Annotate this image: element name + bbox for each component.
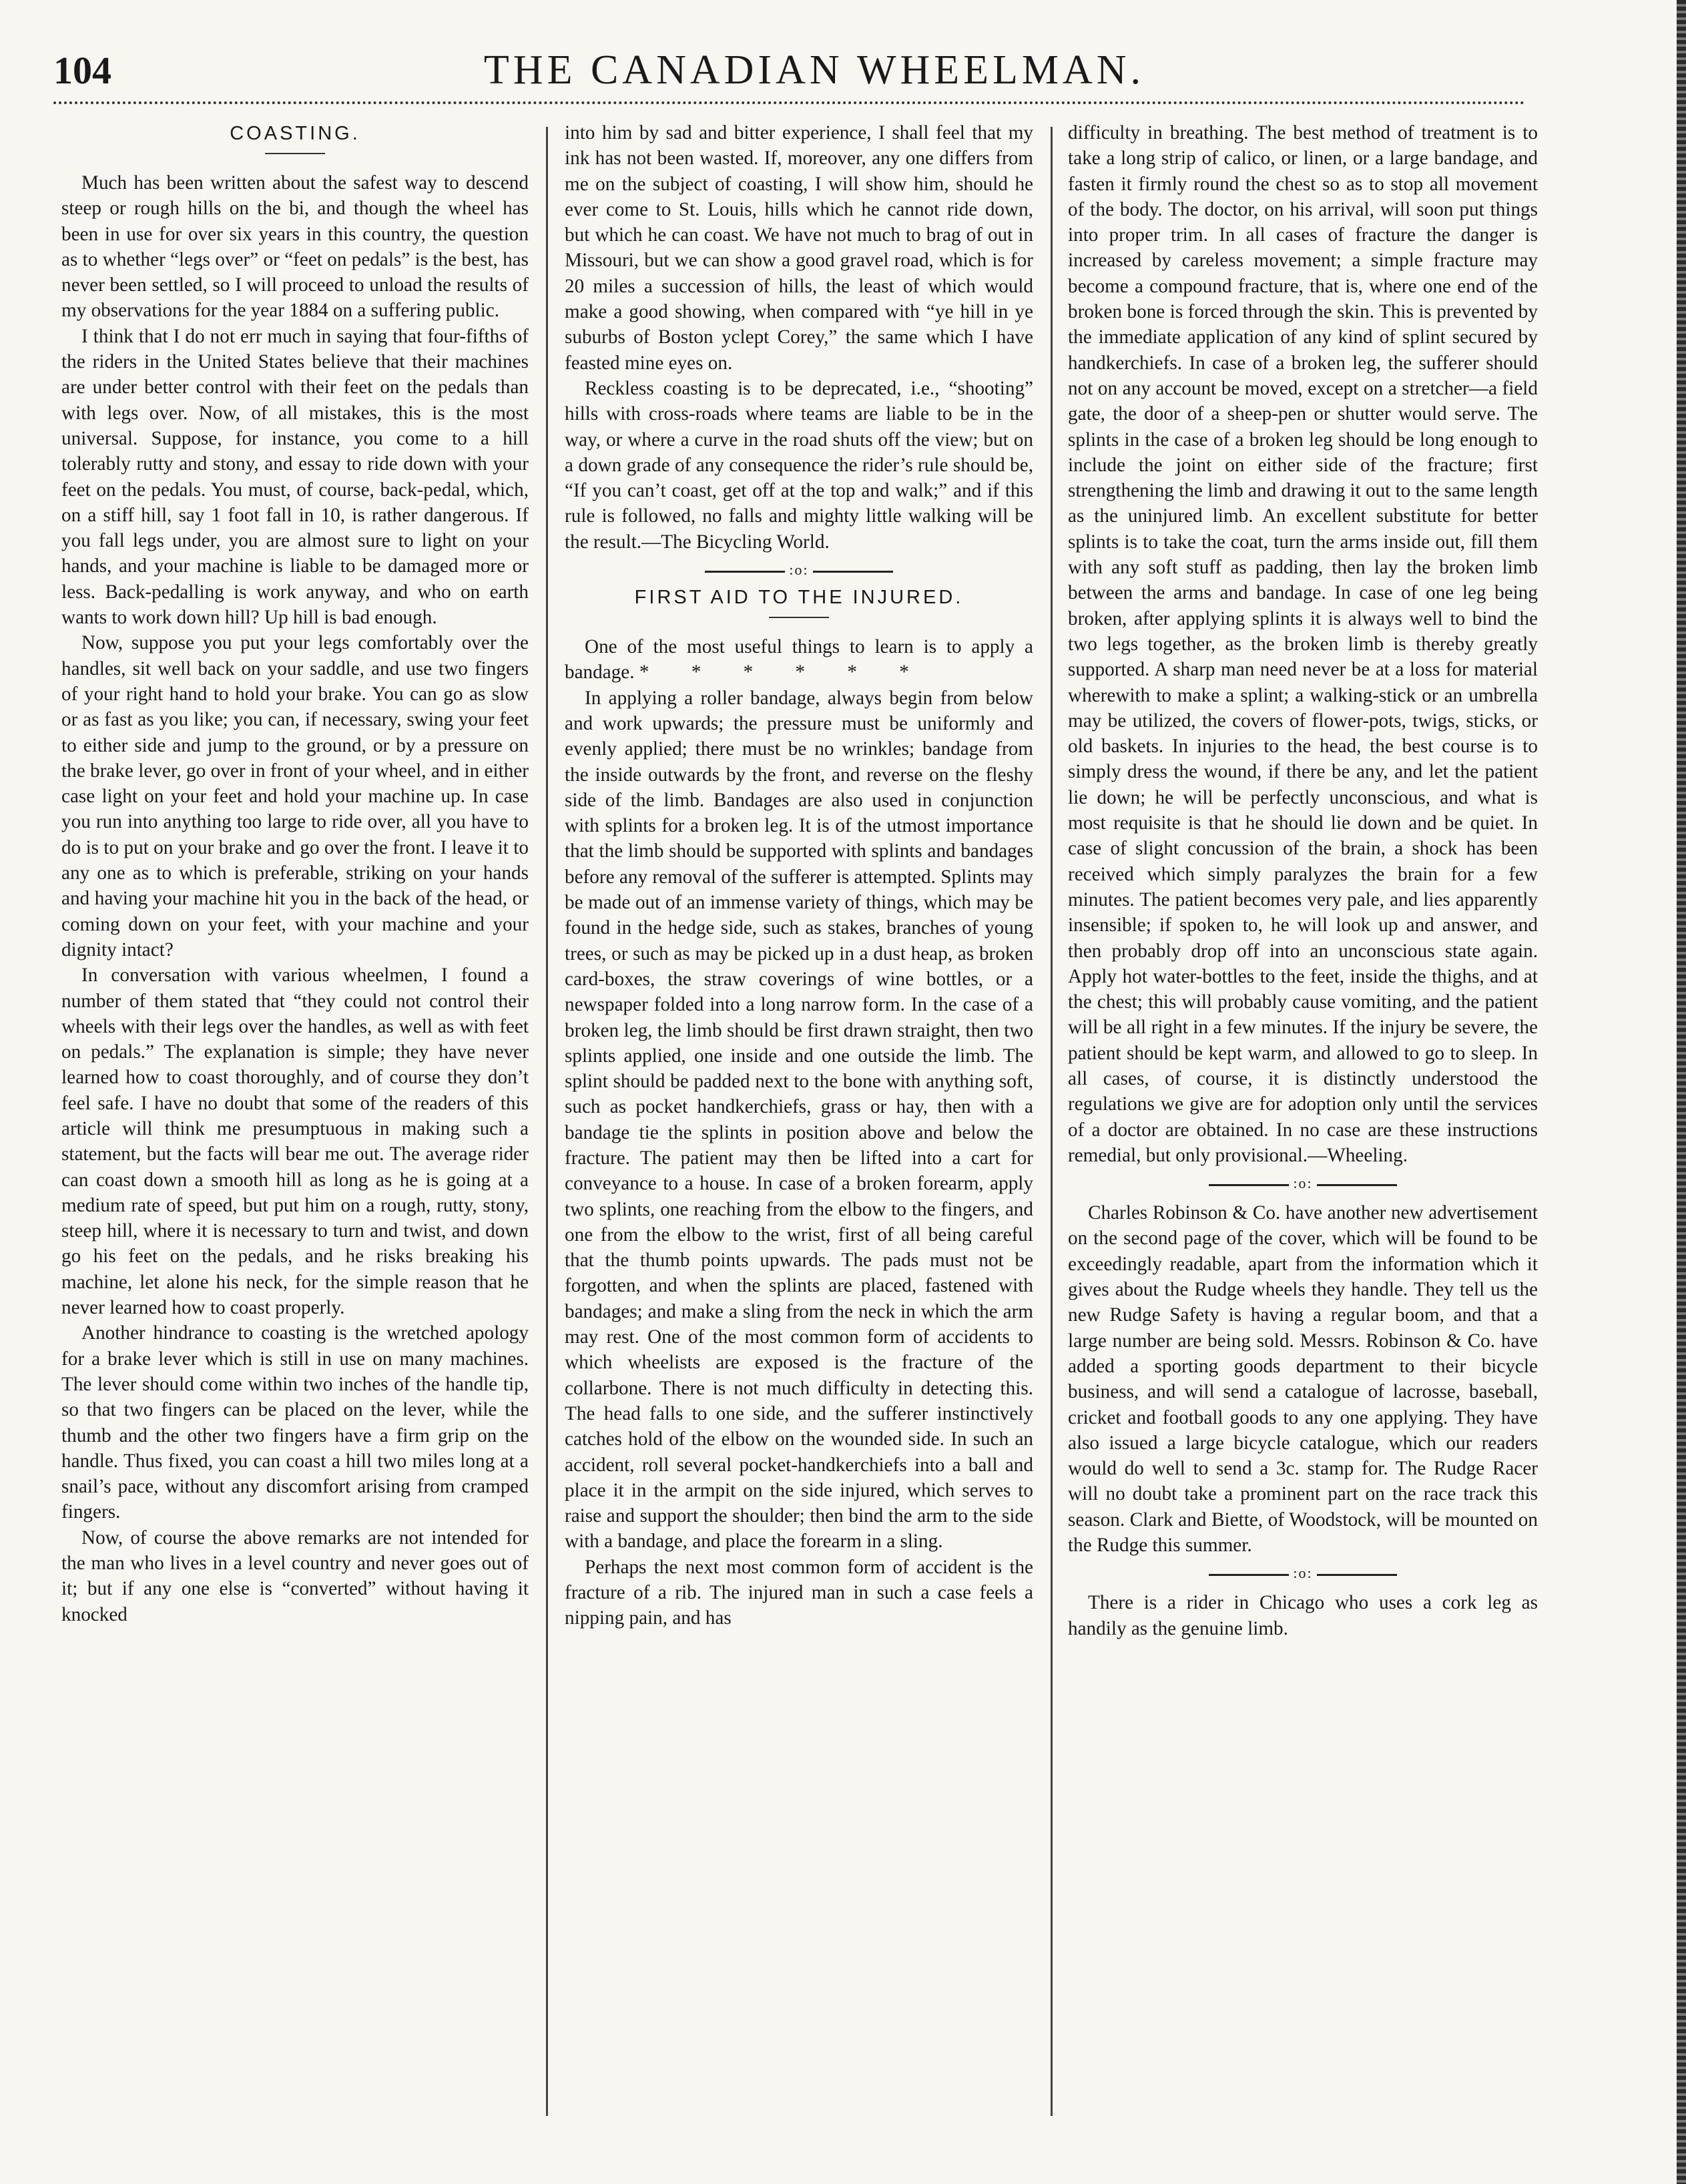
ellipsis-stars: * * * * * *: [639, 661, 928, 684]
first-aid-continuation: difficulty in breathing. The best method of treatment is to take a long strip of calico, or linen, or a large bandage, and fasten it firmly round the chest so as to stop all movement of the body. The doctor, on his arrival, will soon put things into proper trim. In all cases of fracture the danger is increased by careless movement; a simple fracture may become a compound fracture, that is, where one end of the broken bone is forced through the skin. This is prevented by the immediate application of any kind of splint secured by handkerchiefs. In case of a broken leg, the sufferer should not on any account be moved, except on a stretcher—a field gate, the door of a sheep-pen or shutter would serve. The splints in the case of a broken leg should be long enough to include the joint on either side of the fracture; first strengthening the limb and drawing it out to the same length as the uninjured limb. An excellent substitute for better splints is to take the coat, turn the arms inside out, fill them with any soft stuff as padding, then lay the broken limb between the arms and bandage. In case of one leg being broken, after applying splints it is always well to bind the two legs together, as the broken limb is thereby greatly supported. A sharp man need never be at a loss for material wherewith to make a splint; a walking-stick or an umbrella may be utilized, the covers of flower-pots, twigs, sticks, or old baskets. In injuries to the head, the best course is to simply dress the wound, if there be any, and let the patient lie down; he will be perfectly unconscious, and what is most requisite is that he should lie down and be quiet. In case of slight concussion of the brain, a shock has been received which simply paralyzes the brain for a few minutes. The patient becomes very pale, and lies apparently insensible; if spoken to, he will look up and answer, and then probably drop off into an unconscious state again. Apply hot water-bottles to the feet, inside the thighs, and at the chest; this will probably cause vomiting, and the patient will be all right in a few minutes. If the injury be severe, the patient should be kept warm, and allowed to go to sleep. In all cases, of course, it is distinctly understood the regulations we give are for adoption only until the services of a doctor are obtained. In no case are these instructions remedial, but only provisional.—Wheeling.: [1068, 122, 1538, 1166]
column-divider: [546, 127, 548, 2116]
first-aid-heading: FIRST AID TO THE INJURED.: [565, 587, 1033, 618]
journal-title: THE CANADIAN WHEELMAN.: [483, 47, 1145, 93]
page-number: 104: [53, 49, 111, 92]
coasting-paragraph: Now, suppose you put your legs comfortably over the handles, sit well back on your saddle, and use two fingers of your right hand to hold your brake. You can go as slow or as fast as you like; you can, if necessary, swing your feet to either side and jump to the ground, or by a pressure on the brake lever, go over in front of your wheel, and in either case light on your feet and hold your machine up. In case you run into anything too large to ride over, all you have to do is to put on your brake and go over the front. I leave it to any one as to which is preferable, striking on your hands and having your machine hit you in the back of the head, or coming down on your feet, with your machine and your dignity intact?: [61, 632, 529, 961]
coasting-continuation: into him by sad and bitter experience, I shall feel that my ink has not been wasted. If, moreover, any one differs from me on the subject of coasting, I will show him, should he ever come to St. Louis, hills which he cannot ride down, but which he can coast. We have not much to brag of out in Missouri, but we can show a good gravel road, which is for 20 miles a succession of hills, the least of which would make a good showing, when compared with “ye hill in ye suburbs of Boston yclept Corey,” the same which I have feasted mine eyes on.: [565, 122, 1033, 374]
coasting-paragraph: In conversation with various wheelmen, I found a number of them stated that “they could not control their wheels with their legs over the handles, as well as with feet on pedals.” The explanation is simple; they have never learned how to coast thoroughly, and of course they don’t feel safe. I have no doubt that some of the readers of this article will think me presumptuous in making such a statement, but the facts will bear me out. The average rider can coast down a smooth hill as long as he is going at a medium rate of speed, but put him on a rough, rutty, stony, steep hill, where it is necessary to turn and twist, and down go his feet on the pedals, and he risks breaking his machine, let alone his neck, for the simple reason that he never learned how to coast properly.: [61, 965, 529, 1319]
coasting-paragraph: Now, of course the above remarks are not intended for the man who lives in a level country and never goes out of it; but if any one else is “converted” without having it knocked: [61, 1527, 529, 1625]
news-note: Charles Robinson & Co. have another new advertisement on the second page of the cover, which will be found to be exceedingly readable, apart from the information which it gives about the Rudge wheels they handle. They tell us the new Rudge Safety is having a regular boom, and that a large number are being sold. Messrs. Robinson & Co. have added a sporting goods department to their bicycle business, and will send a catalogue of lacrosse, baseball, cricket and football goods to any one applying. They have also issued a large bicycle catalogue, which our readers would do well to send a 3c. stamp for. The Rudge Racer will no doubt take a prominent part on the race track this season. Clark and Biette, of Woodstock, will be mounted on the Rudge this summer.: [1068, 1202, 1538, 1557]
section-separator: :o:: [1068, 1175, 1538, 1192]
column-divider: [1051, 127, 1053, 2116]
coasting-paragraph: Much has been written about the safest way to descend steep or rough hills on the bi, and though the wheel has been in use for over six years in this country, the question as to whether “legs over” or “feet on pedals” is the best, has never been settled, so I will proceed to unload the results of my observations for the year 1884 on a suffering public.: [61, 172, 529, 322]
section-separator: :o:: [1068, 1565, 1538, 1582]
coasting-continuation: Reckless coasting is to be deprecated, i.e., “shooting” hills with cross-roads where teams are liable to be in the way, or where a curve in the road shuts off the view; but on a down grade of any consequence the rider’s rule should be, “If you can’t coast, get off at the top and walk;” and if this rule is followed, no falls and mighty little walking will be the result.—The Bicycling World.: [565, 377, 1033, 553]
header-rule: [53, 101, 1525, 104]
first-aid-paragraph: Perhaps the next most common form of accident is the fracture of a rib. The injured man in such a case feels a nipping pain, and has: [565, 1556, 1033, 1629]
scan-edge: [1677, 0, 1686, 2184]
first-aid-paragraph: In applying a roller bandage, always begin from below and work upwards; the pressure must be uniformly and evenly applied; there must be no wrinkles; bandage from the inside outwards by the front, and reverse on the fleshy side of the limb. Bandages are also used in conjunction with splints for a broken leg. It is of the utmost importance that the limb should be supported with splints and bandages before any removal of the sufferer is attempted. Splints may be made out of an immense variety of things, which may be found in the hedge side, such as stakes, branches of young trees, or such as may be picked up in a dust heap, as broken card-boxes, the straw coverings of wine bottles, or a newspaper folded into a long narrow form. In the case of a broken leg, the limb should be first drawn straight, then two splints applied, one inside and one outside the limb. The splint should be padded next to the bone with anything soft, such as pocket handkerchiefs, grass or hay, then with a bandage tie the splints in position above and below the fracture. The patient may then be lifted into a cart for conveyance to a house. In case of a broken forearm, apply two splints, one reaching from the elbow to the fingers, and one from the elbow to the wrist, first of all being careful that the thumb points upwards. The pads must not be forgotten, and when the splints are placed, fastened with bandages; and make a sling from the neck in which the arm may rest. One of the most common form of accidents to which wheelists are exposed is the fracture of the collarbone. There is not much difficulty in detecting this. The head falls to one side, and the sufferer instinctively catches hold of the elbow on the wounded side. In such an accident, roll several pocket-handkerchiefs into a ball and place it in the armpit on the side injured, which serves to raise and support the shoulder; then bind the arm to the side with a bandage, and place the forearm in a sling.: [565, 687, 1033, 1553]
first-aid-intro-text: One of the most useful things to learn is to apply a bandage.: [565, 636, 1033, 684]
section-separator: :o:: [565, 561, 1033, 579]
page-header: [53, 47, 1575, 100]
column-3: [1068, 120, 1538, 2149]
coasting-heading: COASTING.: [61, 123, 529, 154]
column-2: [565, 120, 1033, 2149]
news-note: There is a rider in Chicago who uses a cork leg as handily as the genuine limb.: [1068, 1592, 1538, 1639]
coasting-paragraph: Another hindrance to coasting is the wretched apology for a brake lever which is still in use on many machines. The lever should come within two inches of the handle tip, so that two fingers can be placed on the lever, while the thumb and the other two fingers have a firm grip on the handle. Thus fixed, you can coast a hill two miles long at a snail’s pace, without any discomfort arising from cramped fingers.: [61, 1322, 529, 1523]
first-aid-intro: [565, 634, 1033, 686]
coasting-paragraph: I think that I do not err much in saying that four-fifths of the riders in the United States believe that their machines are under better control with their feet on the pedals than with legs over. Now, of all mistakes, this is the most universal. Suppose, for instance, you come to a hill tolerably rutty and stony, and essay to ride down with your feet on the pedals. You must, of course, back-pedal, which, on a stiff hill, say 1 foot fall in 10, is rather dangerous. If you fall legs under, you are almost sure to light on your hands, and your machine is liable to be damaged more or less. Back-pedalling is work anyway, and who on earth wants to work down hill? Up hill is bad enough.: [61, 325, 529, 629]
column-1: [61, 120, 529, 2149]
